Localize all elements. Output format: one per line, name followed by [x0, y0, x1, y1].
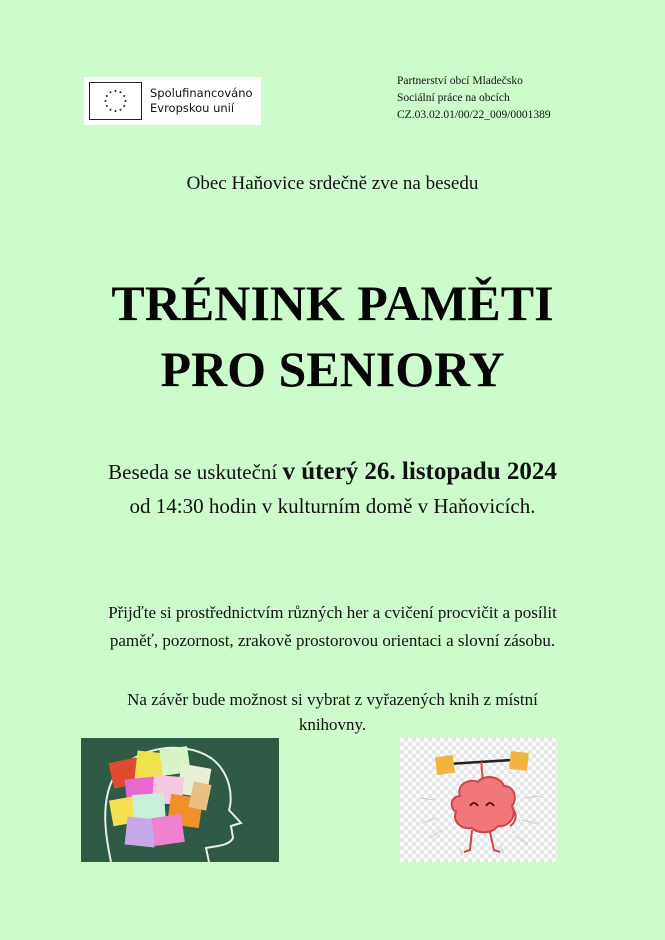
eu-logo-text	[150, 86, 253, 116]
brain-lifting-weights-image	[400, 738, 557, 862]
description-line1: Přijďte si prostřednictvím různých her a cvičení procvičit a posílit	[108, 603, 557, 622]
event-intro: Beseda se uskuteční	[108, 460, 283, 484]
books-note-text: Na závěr bude možnost si vybrat z vyřazených knih z místní knihovny.	[127, 690, 538, 734]
eu-logo-line1: Spolufinancováno	[150, 86, 253, 100]
title-line2: PRO SENIORY	[160, 341, 505, 397]
page-title	[0, 270, 665, 402]
event-description	[0, 599, 665, 655]
project-registration-number: CZ.03.02.01/00/22_009/0001389	[397, 109, 551, 121]
event-time-place: od 14:30 hodin v kulturním domě v Haňovicích.	[129, 494, 536, 518]
head-silhouette-with-sticky-notes-image	[81, 738, 279, 862]
eu-flag-icon	[89, 82, 142, 120]
eu-cofinancing-logo	[84, 77, 261, 125]
description-line2: paměť, pozornost, zrakově prostorovou orientaci a slovní zásobu.	[109, 631, 556, 650]
project-name: Sociální práce na obcích	[397, 92, 510, 104]
invitation-line: Obec Haňovice srdečně zve na besedu	[186, 173, 479, 194]
project-info	[397, 73, 551, 124]
project-partnership: Partnerství obcí Mladečsko	[397, 75, 523, 87]
event-date-line	[0, 458, 665, 486]
title-line1: TRÉNINK PAMĚTI	[111, 275, 554, 331]
event-date: v úterý 26. listopadu 2024	[282, 458, 557, 485]
books-note	[0, 687, 665, 737]
eu-logo-line2: Evropskou unií	[150, 101, 235, 115]
